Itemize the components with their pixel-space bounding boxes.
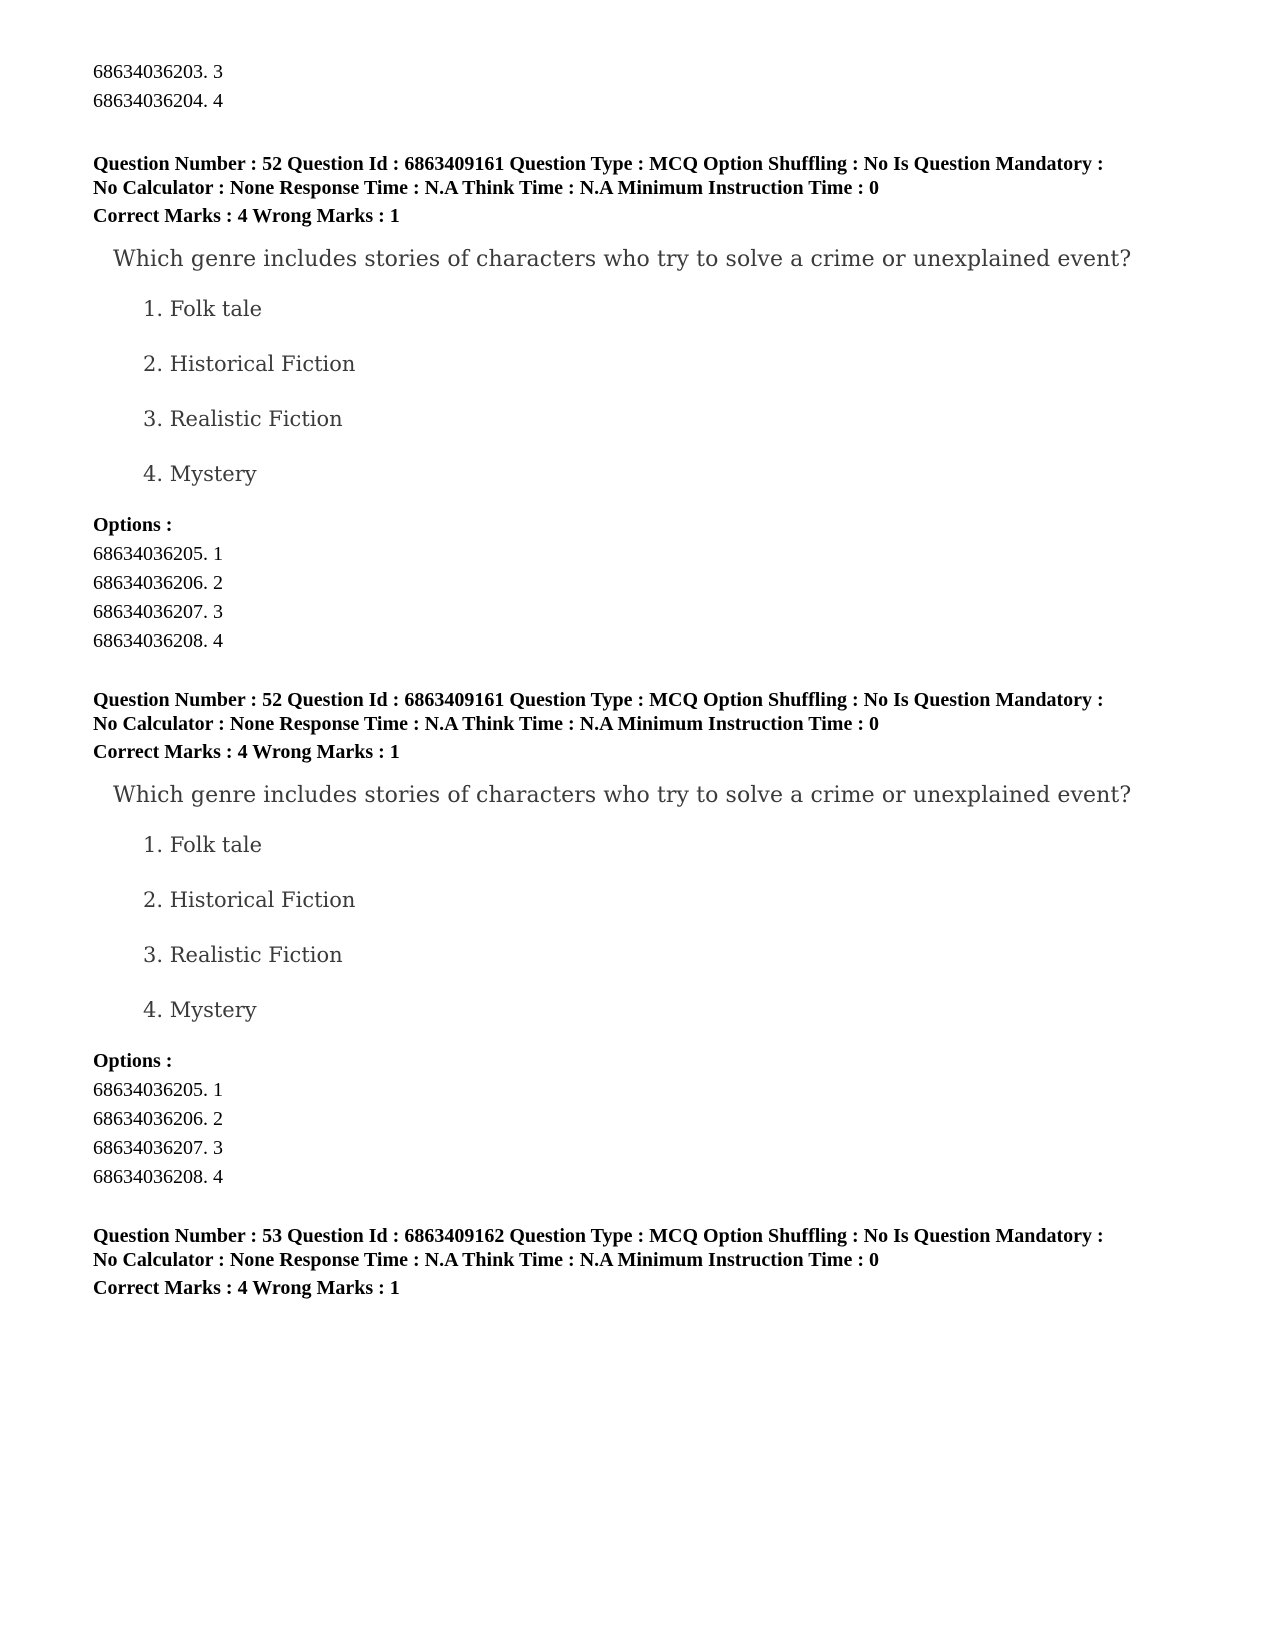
question-marks: Correct Marks : 4 Wrong Marks : 1 (93, 205, 400, 227)
question-image (113, 245, 1193, 489)
option-line: 68634036203. 3 (93, 61, 223, 83)
choice-item: 1. Folk tale (143, 833, 262, 857)
question-header (93, 152, 1193, 200)
option-line: 68634036204. 4 (93, 90, 223, 112)
question-image (113, 781, 1193, 1025)
option-line: 68634036205. 1 (93, 1079, 223, 1101)
option-line: 68634036208. 4 (93, 630, 223, 652)
question-block (93, 152, 1193, 656)
question-header-line: No Calculator : None Response Time : N.A Think Time : N.A Minimum Instruction Time : 0 (93, 713, 879, 735)
option-line: 68634036206. 2 (93, 572, 223, 594)
question-header-line: Question Number : 53 Question Id : 6863409162 Question Type : MCQ Option Shuffling : No Is Question Mandatory : (93, 1225, 1104, 1247)
choice-item: 1. Folk tale (143, 297, 262, 321)
choice-item: 2. Historical Fiction (143, 888, 356, 912)
options-label: Options : (93, 1050, 173, 1072)
question-header-line: No Calculator : None Response Time : N.A Think Time : N.A Minimum Instruction Time : 0 (93, 1249, 879, 1271)
previous-options-list (93, 58, 1193, 116)
choice-item: 4. Mystery (143, 462, 257, 486)
question-block (93, 688, 1193, 1192)
question-header (93, 688, 1193, 736)
option-line: 68634036207. 3 (93, 601, 223, 623)
question-header-line: Question Number : 52 Question Id : 6863409161 Question Type : MCQ Option Shuffling : No Is Question Mandatory : (93, 153, 1104, 175)
choice-item: 2. Historical Fiction (143, 352, 356, 376)
option-line: 68634036205. 1 (93, 543, 223, 565)
question-header-line: No Calculator : None Response Time : N.A Think Time : N.A Minimum Instruction Time : 0 (93, 177, 879, 199)
option-line: 68634036206. 2 (93, 1108, 223, 1130)
options-list (93, 540, 1193, 656)
choice-item: 3. Realistic Fiction (143, 407, 343, 431)
document-page (93, 58, 1193, 1303)
option-line: 68634036208. 4 (93, 1166, 223, 1188)
option-line: 68634036207. 3 (93, 1137, 223, 1159)
question-marks: Correct Marks : 4 Wrong Marks : 1 (93, 1277, 400, 1299)
question-marks: Correct Marks : 4 Wrong Marks : 1 (93, 741, 400, 763)
options-label: Options : (93, 514, 173, 536)
choice-item: 3. Realistic Fiction (143, 943, 343, 967)
choice-item: 4. Mystery (143, 998, 257, 1022)
options-list (93, 1076, 1193, 1192)
question-text: Which genre includes stories of characters who try to solve a crime or unexplained event? (113, 247, 1132, 272)
question-block (93, 1224, 1193, 1303)
question-text: Which genre includes stories of characters who try to solve a crime or unexplained event? (113, 783, 1132, 808)
question-header-line: Question Number : 52 Question Id : 6863409161 Question Type : MCQ Option Shuffling : No Is Question Mandatory : (93, 689, 1104, 711)
question-header (93, 1224, 1193, 1272)
